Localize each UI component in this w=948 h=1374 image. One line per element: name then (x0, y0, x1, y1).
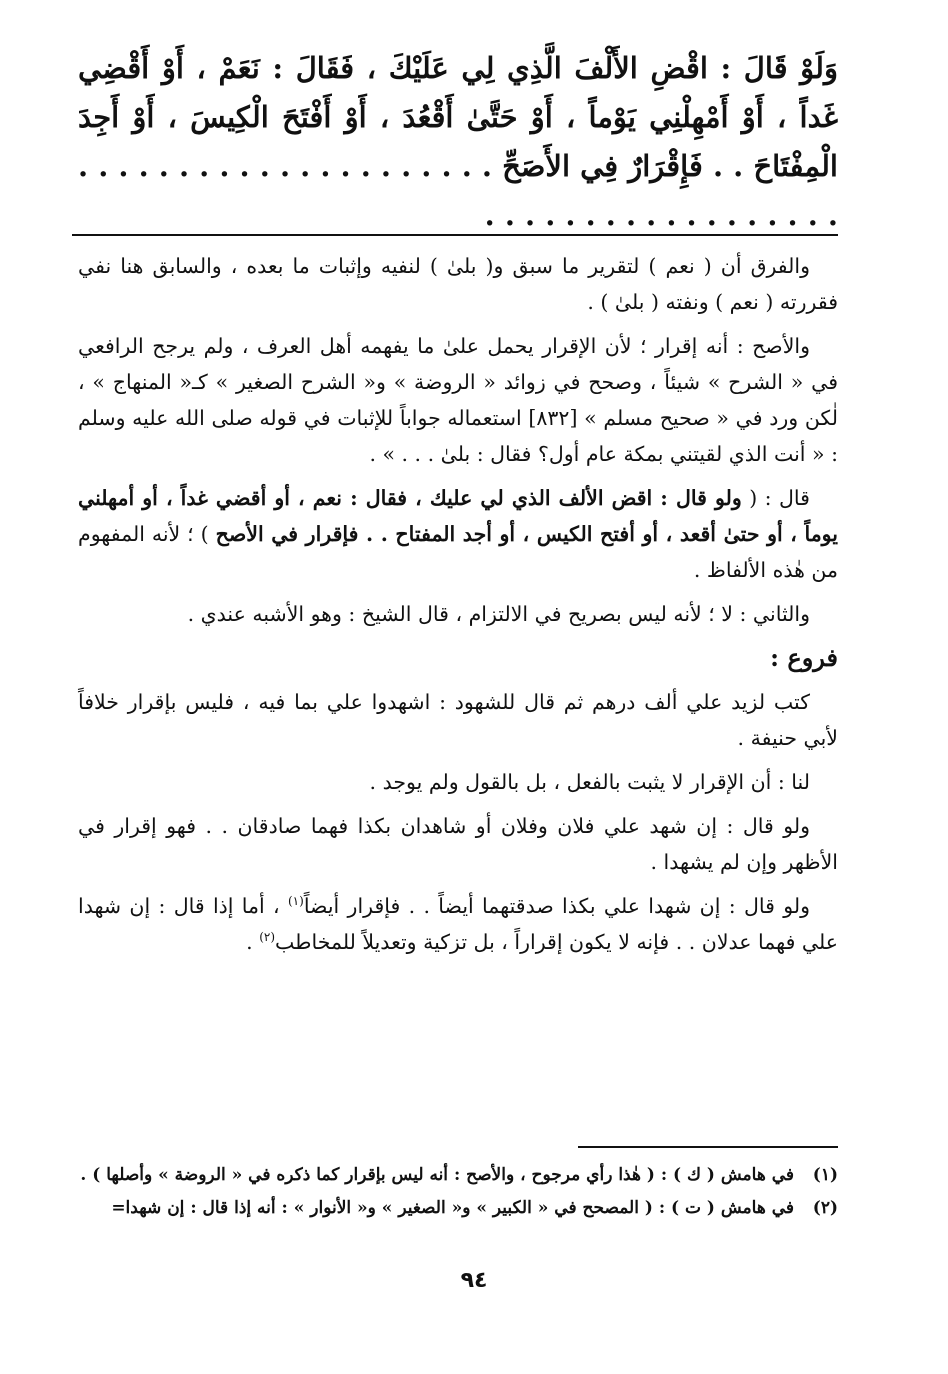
branch-text: ، أما إذا قال : إن شهدا علي فهما عدلان . . فإنه لا يكون إقراراً ، بل تزكية وتعديلاً للمخاطب (78, 894, 838, 954)
section-heading: فروع : (770, 643, 838, 672)
commentary-paragraph: والثاني : لا ؛ لأنه ليس بصريح في الالتزام ، قال الشيخ : وهو الأشبه عندي . (187, 602, 810, 626)
quote-intro: قال : ( (749, 486, 810, 510)
footnote-number: (١) (812, 1165, 838, 1185)
commentary-quote-paragraph (78, 480, 838, 588)
branch-paragraph: كتب لزيد علي ألف درهم ثم قال للشهود : اشهدوا علي بما فيه ، فليس بإقرار خلافاً لأبي حنيفة . (78, 690, 838, 750)
branch-paragraph: لنا : أن الإقرار لا يثبت بالفعل ، بل بالقول ولم يوجد . (369, 770, 810, 794)
commentary-paragraph: والفرق أن ( نعم ) لتقرير ما سبق و( بلىٰ ) لنفيه وإثبات ما بعده ، والسابق هنا نفي فقررته ( نعم ) ونفته ( بلىٰ ) . (78, 254, 838, 314)
footnote-number: (٢) (812, 1198, 838, 1218)
branch-paragraph: ولو قال : إن شهد علي فلان وفلان أو شاهدان بكذا فهما صادقان . . فهو إقرار في الأظهر وإن لم يشهدا . (78, 814, 838, 874)
footnote-ref-2[interactable]: (٢) (259, 930, 276, 945)
footnotes (78, 1160, 838, 1226)
commentary-body (78, 248, 838, 968)
commentary-paragraph: والأصح : أنه إقرار ؛ لأن الإقرار يحمل علىٰ ما يفهمه أهل العرف ، ولم يرجح الرافعي في « الشرح » شيئاً ، وصحح في زوائد « الروضة » و« الشرح الصغير » كـ« المنهاج » ، لٰكن ورد في « صحيح مسلم » [٨٣٢] استعماله جواباً للإثبات في قوله صلى الله عليه وسلم : « أنت الذي لقيتني بمكة عام أول؟ فقال : بلىٰ . . . » . (78, 334, 838, 466)
page-number: ٩٤ (460, 1268, 488, 1293)
matn-text: وَلَوْ قَالَ : اقْضِ الأَلْفَ الَّذِي لِي عَلَيْكَ ، فَقَالَ : نَعَمْ ، أَوْ أَقْضِي غَداً ، أَوْ أَمْهِلْنِي يَوْماً ، أَوْ حَتَّىٰ أَقْعُدَ ، أَوْ أَفْتَحَ الْكِيسَ ، أَوْ أَجِدَ الْمِفْتَاحَ . . فَإِقْرَارٌ فِي الأَصَحِّ . . . . . . . . . . . . . . . . . . . . . . . . . . . . . . . . . . . . . . . (78, 51, 838, 232)
branch-text: ولو قال : إن شهدا علي بكذا صدقتهما أيضاً . . فإقرار أيضاً (303, 894, 810, 918)
branch-text: . (246, 930, 253, 954)
footnote-ref-1[interactable]: (١) (287, 894, 304, 909)
footnote-1 (78, 1160, 838, 1191)
branch-paragraph (78, 888, 838, 960)
quoted-matn: ولو قال : اقض الألف الذي لي عليك ، فقال : نعم ، أو أقضي غداً ، أو أمهلني يوماً ، أو حتىٰ أقعد ، أو أفتح الكيس ، أو أجد المفتاح . . فإقرار في الأصح (78, 486, 838, 546)
footnote-text: في هامش ( ت ) : ( المصحح في « الكبير » و« الصغير » و« الأنوار » : أنه إذا قال : إن شهدا= (111, 1198, 794, 1218)
footnote-text: في هامش ( ك ) : ( هٰذا رأي مرجوح ، والأصح : أنه ليس بإقرار كما ذكره في « الروضة » وأصلها ) . (80, 1165, 794, 1185)
separator-rule (72, 234, 838, 236)
footnote-2 (78, 1193, 838, 1224)
quote-end: ) ؛ لأنه المفهوم من هٰذه الألفاظ . (78, 522, 838, 582)
footnote-separator (578, 1146, 838, 1148)
